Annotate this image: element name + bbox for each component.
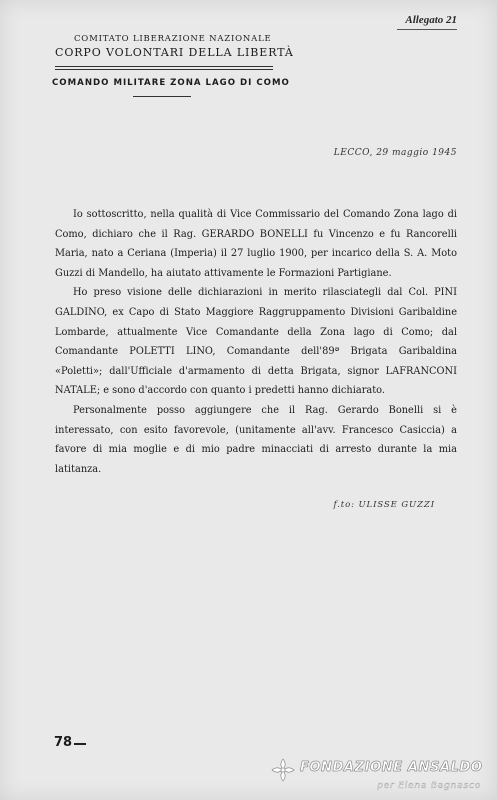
fondazione-logo-icon [270,757,296,783]
paragraph-personal: Personalmente posso aggiungere che il Rag. Gerardo Bonelli si è interessato, con esito favorevole, (unitamente all'avv. Francesco Casiccia) a favore di mia moglie e di mio padre minacciati di arresto durante la mia latitanza. [55,404,457,475]
paragraph-declaration: Io sottoscritto, nella qualità di Vice Commissario del Comando Zona lago di Como, dichiaro che il Rag. GERARDO BONELLI fu Vincenzo e fu Rancorelli Maria, nato a Ceriana (Imperia) il 27 luglio 1900, per incarico della S. A. Moto Guzzi di Mandello, ha aiutato attivamente le Formazioni Partigiane. [55,209,457,279]
document-body [55,205,457,479]
watermark-subtitle: per Elena Bagnasco [377,781,481,791]
page-number-dash [74,743,86,745]
annex-underline [397,29,457,30]
header-short-rule [133,96,191,97]
signature: f.to: ULISSE GUZZI [333,500,435,510]
page-number: 78 [54,735,73,750]
header-rule-top [55,66,273,67]
watermark [270,757,485,795]
document-date: LECCO, 29 maggio 1945 [333,148,457,158]
header-corps: CORPO VOLONTARI DELLA LIBERTÀ [55,46,294,59]
header-command: COMANDO MILITARE ZONA LAGO DI COMO [52,78,290,88]
header-rule-bottom [55,69,273,70]
header-committee: COMITATO LIBERAZIONE NAZIONALE [74,34,272,44]
watermark-title: FONDAZIONE ANSALDO [300,760,483,775]
paragraph-references: Ho preso visione delle dichiarazioni in merito rilasciategli dal Col. PINI GALDINO, ex Capo di Stato Maggiore Raggruppamento Divisioni Garibaldine Lombarde, attualmente Vice Comandante della Zona lago di Como; dal Comandante POLETTI LINO, Comandante dell'89ª Brigata Garibaldina «Poletti»; dall'Ufficiale d'armamento di detta Brigata, signor LAFRANCONI NATALE; e sono d'accordo con quanto i predetti hanno dichiarato. [55,287,457,397]
annex-label: Allegato 21 [405,14,457,26]
